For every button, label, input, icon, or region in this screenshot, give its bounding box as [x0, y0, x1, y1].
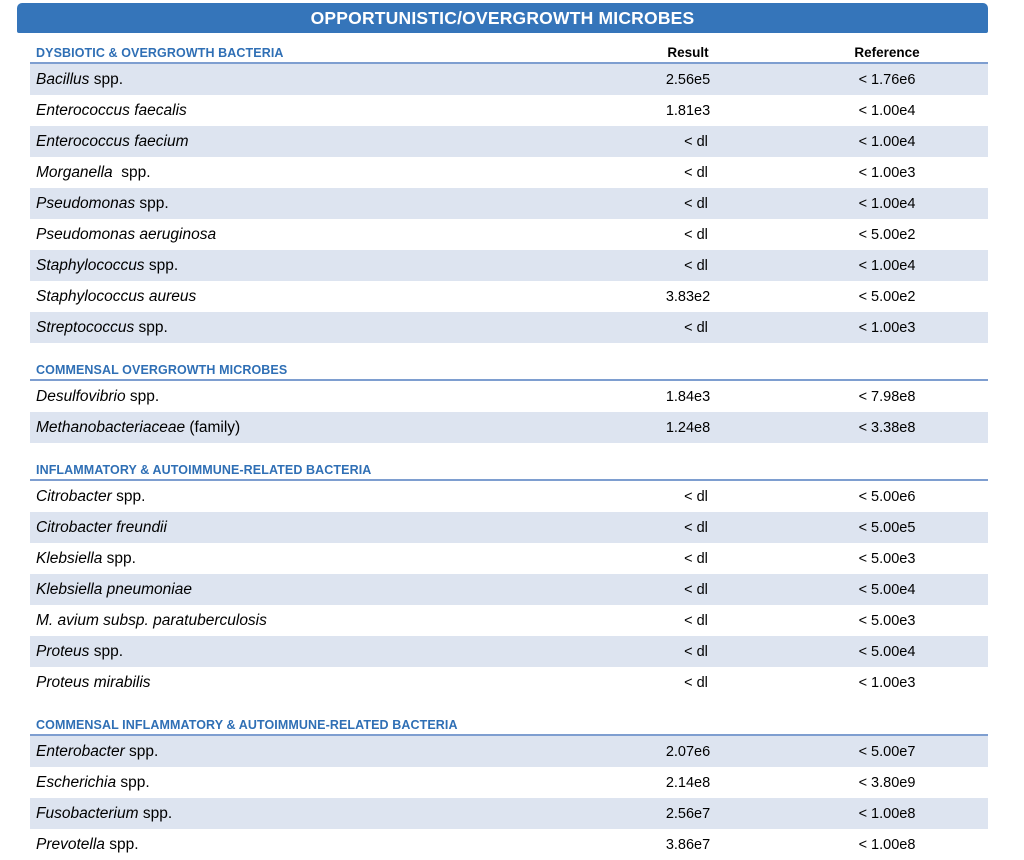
- result-value: 2.07e6: [665, 743, 711, 760]
- reference-range: < 5.00e3: [858, 550, 916, 567]
- reference-range: < 7.98e8: [858, 388, 916, 405]
- organism-name: [30, 71, 590, 89]
- organism-scientific-name: Enterococcus faecalis: [36, 101, 187, 119]
- result-value: 1.81e3: [665, 102, 711, 119]
- result-value: < dl: [684, 195, 708, 212]
- result-value: 2.56e5: [665, 71, 711, 88]
- table-row: [30, 64, 988, 95]
- organism-qualifier: spp.: [124, 742, 159, 760]
- table-row: [30, 312, 988, 343]
- organism-name: [30, 836, 590, 854]
- organism-name: [30, 102, 590, 120]
- organism-scientific-name: Bacillus: [36, 70, 90, 88]
- organism-name: [30, 519, 590, 537]
- organism-scientific-name: Fusobacterium: [36, 804, 139, 822]
- section-header-row: [30, 710, 988, 736]
- organism-scientific-name: Escherichia: [36, 773, 117, 791]
- table-row: [30, 219, 988, 250]
- organism-scientific-name: Klebsiella: [36, 549, 103, 567]
- section-title: COMMENSAL OVERGROWTH MICROBES: [36, 363, 288, 377]
- result-value: < dl: [684, 488, 708, 505]
- organism-qualifier: spp.: [125, 387, 160, 405]
- column-header-result: Result: [667, 45, 709, 60]
- organism-qualifier: spp.: [117, 163, 151, 181]
- organism-scientific-name: Enterobacter: [36, 742, 125, 760]
- table-row: [30, 543, 988, 574]
- result-value: 1.24e8: [665, 419, 711, 436]
- reference-range: < 5.00e5: [858, 519, 916, 536]
- reference-range: < 5.00e7: [858, 743, 916, 760]
- section-header-row: [30, 38, 988, 64]
- section-title: COMMENSAL INFLAMMATORY & AUTOIMMUNE-RELATED BACTERIA: [36, 718, 458, 732]
- reference-range: < 1.00e8: [858, 805, 916, 822]
- reference-range: < 1.00e3: [858, 674, 916, 691]
- reference-range: < 3.38e8: [858, 419, 916, 436]
- reference-range: < 1.76e6: [858, 71, 916, 88]
- results-table: [30, 38, 988, 860]
- organism-qualifier: spp.: [144, 256, 179, 274]
- organism-qualifier: spp.: [102, 549, 136, 567]
- table-row: [30, 512, 988, 543]
- reference-range: < 1.00e3: [858, 319, 916, 336]
- table-row: [30, 481, 988, 512]
- organism-qualifier: spp.: [116, 773, 150, 791]
- organism-name: [30, 257, 590, 275]
- result-value: 2.56e7: [665, 805, 711, 822]
- result-value: 2.14e8: [665, 774, 711, 791]
- organism-scientific-name: Citrobacter freundii: [36, 518, 167, 536]
- result-value: < dl: [684, 257, 708, 274]
- result-value: 3.83e2: [665, 288, 711, 305]
- reference-range: < 3.80e9: [858, 774, 916, 791]
- organism-scientific-name: Klebsiella pneumoniae: [36, 580, 192, 598]
- organism-name: [30, 195, 590, 213]
- organism-scientific-name: Streptococcus: [36, 318, 135, 336]
- organism-name: [30, 319, 590, 337]
- organism-qualifier: spp.: [134, 318, 168, 336]
- result-value: < dl: [684, 226, 708, 243]
- organism-scientific-name: Prevotella: [36, 835, 105, 853]
- organism-qualifier: spp.: [89, 642, 124, 660]
- organism-name: [30, 774, 590, 792]
- table-row: [30, 250, 988, 281]
- reference-range: < 5.00e2: [858, 226, 916, 243]
- organism-scientific-name: Citrobacter: [36, 487, 112, 505]
- organism-scientific-name: Desulfovibrio: [36, 387, 126, 405]
- organism-name: [30, 388, 590, 406]
- organism-scientific-name: Staphylococcus aureus: [36, 287, 197, 305]
- section-title: INFLAMMATORY & AUTOIMMUNE-RELATED BACTERIA: [36, 463, 372, 477]
- result-value: < dl: [684, 550, 708, 567]
- table-row: [30, 605, 988, 636]
- table-row: [30, 829, 988, 860]
- table-row: [30, 157, 988, 188]
- section-title: DYSBIOTIC & OVERGROWTH BACTERIA: [36, 46, 284, 60]
- reference-range: < 1.00e4: [858, 102, 916, 119]
- report-banner: [17, 3, 988, 33]
- column-header-reference: Reference: [854, 45, 920, 60]
- reference-range: < 5.00e6: [858, 488, 916, 505]
- table-row: [30, 574, 988, 605]
- organism-name: [30, 674, 590, 692]
- reference-range: < 1.00e4: [858, 257, 916, 274]
- organism-name: [30, 288, 590, 306]
- organism-name: [30, 164, 590, 182]
- table-row: [30, 412, 988, 443]
- table-row: [30, 126, 988, 157]
- result-value: < dl: [684, 133, 708, 150]
- table-row: [30, 736, 988, 767]
- page-title: OPPORTUNISTIC/OVERGROWTH MICROBES: [310, 7, 695, 28]
- organism-name: [30, 643, 590, 661]
- table-row: [30, 667, 988, 698]
- organism-name: [30, 226, 590, 244]
- organism-qualifier: spp.: [111, 487, 146, 505]
- result-value: < dl: [684, 674, 708, 691]
- table-row: [30, 636, 988, 667]
- organism-name: [30, 133, 590, 151]
- result-value: 1.84e3: [665, 388, 711, 405]
- organism-name: [30, 488, 590, 506]
- section-header-row: [30, 355, 988, 381]
- organism-scientific-name: Pseudomonas: [36, 194, 136, 212]
- section-header-row: [30, 455, 988, 481]
- organism-scientific-name: Methanobacteriaceae: [36, 418, 186, 436]
- reference-range: < 1.00e3: [858, 164, 916, 181]
- organism-name: [30, 419, 590, 437]
- reference-range: < 5.00e4: [858, 581, 916, 598]
- organism-name: [30, 550, 590, 568]
- reference-range: < 5.00e2: [858, 288, 916, 305]
- reference-range: < 1.00e4: [858, 195, 916, 212]
- organism-scientific-name: M. avium subsp. paratuberculosis: [36, 611, 267, 629]
- result-value: 3.86e7: [665, 836, 711, 853]
- organism-name: [30, 743, 590, 761]
- organism-qualifier: spp.: [135, 194, 169, 212]
- reference-range: < 1.00e4: [858, 133, 916, 150]
- table-row: [30, 281, 988, 312]
- organism-name: [30, 581, 590, 599]
- reference-range: < 1.00e8: [858, 836, 916, 853]
- organism-name: [30, 612, 590, 630]
- organism-qualifier: (family): [185, 418, 241, 436]
- table-row: [30, 767, 988, 798]
- table-row: [30, 95, 988, 126]
- result-value: < dl: [684, 612, 708, 629]
- result-value: < dl: [684, 581, 708, 598]
- organism-scientific-name: Pseudomonas aeruginosa: [36, 225, 217, 243]
- organism-scientific-name: Proteus mirabilis: [36, 673, 151, 691]
- organism-name: [30, 805, 590, 823]
- reference-range: < 5.00e3: [858, 612, 916, 629]
- table-row: [30, 798, 988, 829]
- organism-scientific-name: Morganella: [36, 163, 117, 181]
- result-value: < dl: [684, 319, 708, 336]
- table-row: [30, 381, 988, 412]
- table-row: [30, 188, 988, 219]
- organism-scientific-name: Staphylococcus: [36, 256, 145, 274]
- organism-qualifier: spp.: [104, 835, 139, 853]
- organism-scientific-name: Proteus: [36, 642, 90, 660]
- organism-qualifier: spp.: [138, 804, 173, 822]
- organism-scientific-name: Enterococcus faecium: [36, 132, 189, 150]
- result-value: < dl: [684, 643, 708, 660]
- reference-range: < 5.00e4: [858, 643, 916, 660]
- result-value: < dl: [684, 164, 708, 181]
- organism-qualifier: spp.: [89, 70, 124, 88]
- result-value: < dl: [684, 519, 708, 536]
